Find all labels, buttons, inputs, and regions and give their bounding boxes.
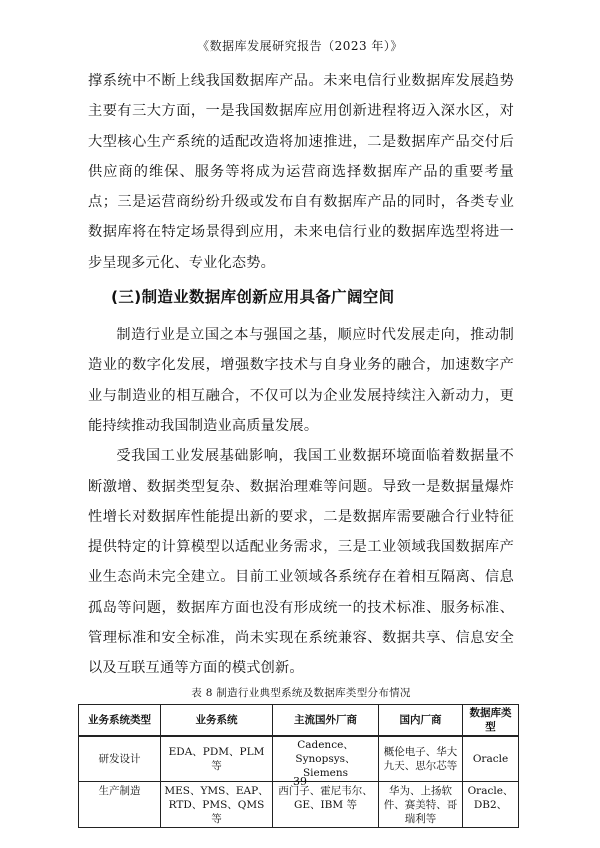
paragraph-industrial-data: 受我国工业发展基础影响，我国工业数据环境面临着数据量不断激增、数据类型复杂、数据治理难等问题。导致一是数据量爆炸性增长对数据库性能提出新的要求，二是数据库需要融合行业特征提供特定的计算模型以适配业务需求，三是工业领域我国数据库产业生态尚未完全建立。目前工业领域各系统存在着相互隔离、信息孤岛等问题，数据库方面也没有形成统一的技术标准、服务标准、管理标准和安全标准，尚未实现在系统兼容、数据共享、信息安全以及互联互通等方面的模式创新。: [88, 448, 514, 677]
table-header-row: [79, 704, 519, 736]
table-cell: Oracle: [463, 736, 519, 782]
paragraph-telecom-trends: 撑系统中不断上线我国数据库产品。未来电信行业数据库发展趋势主要有三大方面，一是我国数据库应用创新进程将迈入深水区，对大型核心生产系统的适配改造将加速推进，二是数据库产品交付后供应商的维保、服务等将成为运营商选择数据库产品的重要考量点；三是运营商纷纷升级或发布自有数据库产品的同时，各类专业数据库将在特定场景得到应用，未来电信行业的数据库选型将进一步呈现多元化、专业化态势。: [88, 73, 514, 271]
table-header-cell: 业务系统: [161, 704, 273, 736]
table-header-cell: 主流国外厂商: [273, 704, 379, 736]
table-cell: 华为、上扬软件、赛美特、哥瑞利等: [379, 781, 463, 827]
table-cell: 概伦电子、华大九天、思尔芯等: [379, 736, 463, 782]
section-heading: (三)制造业数据库创新应用具备广阔空间: [111, 288, 395, 307]
table-cell: 生产制造: [79, 781, 161, 827]
table-cell: 西门子、霍尼韦尔、GE、IBM 等: [273, 781, 379, 827]
page-number: 39: [293, 775, 307, 788]
table-caption: 表 8 制造行业典型系统及数据库类型分布情况: [191, 686, 411, 699]
table-header-cell: 数据库类型: [463, 704, 519, 736]
manufacturing-db-table: [78, 704, 519, 828]
table-cell: Cadence、Synopsys、Siemens: [273, 736, 379, 782]
table-cell: EDA、PDM、PLM 等: [161, 736, 273, 782]
table-cell: 研发设计: [79, 736, 161, 782]
page-body: [88, 66, 514, 828]
page-header: 《数据库发展研究报告（2023 年）》: [197, 39, 403, 53]
table-cell: MES、YMS、EAP、RTD、PMS、QMS 等: [161, 781, 273, 827]
paragraph-manufacturing-intro: 制造行业是立国之本与强国之基，顺应时代发展走向，推动制造业的数字化发展，增强数字技术与自身业务的融合，加速数字产业与制造业的相互融合，不仅可以为企业发展持续注入新动力，更能持续推动我国制造业高质量发展。: [88, 327, 514, 434]
table-header-cell: 业务系统类型: [79, 704, 161, 736]
table-header-cell: 国内厂商: [379, 704, 463, 736]
table-cell: Oracle、DB2、: [463, 781, 519, 827]
table-row: [79, 781, 519, 827]
